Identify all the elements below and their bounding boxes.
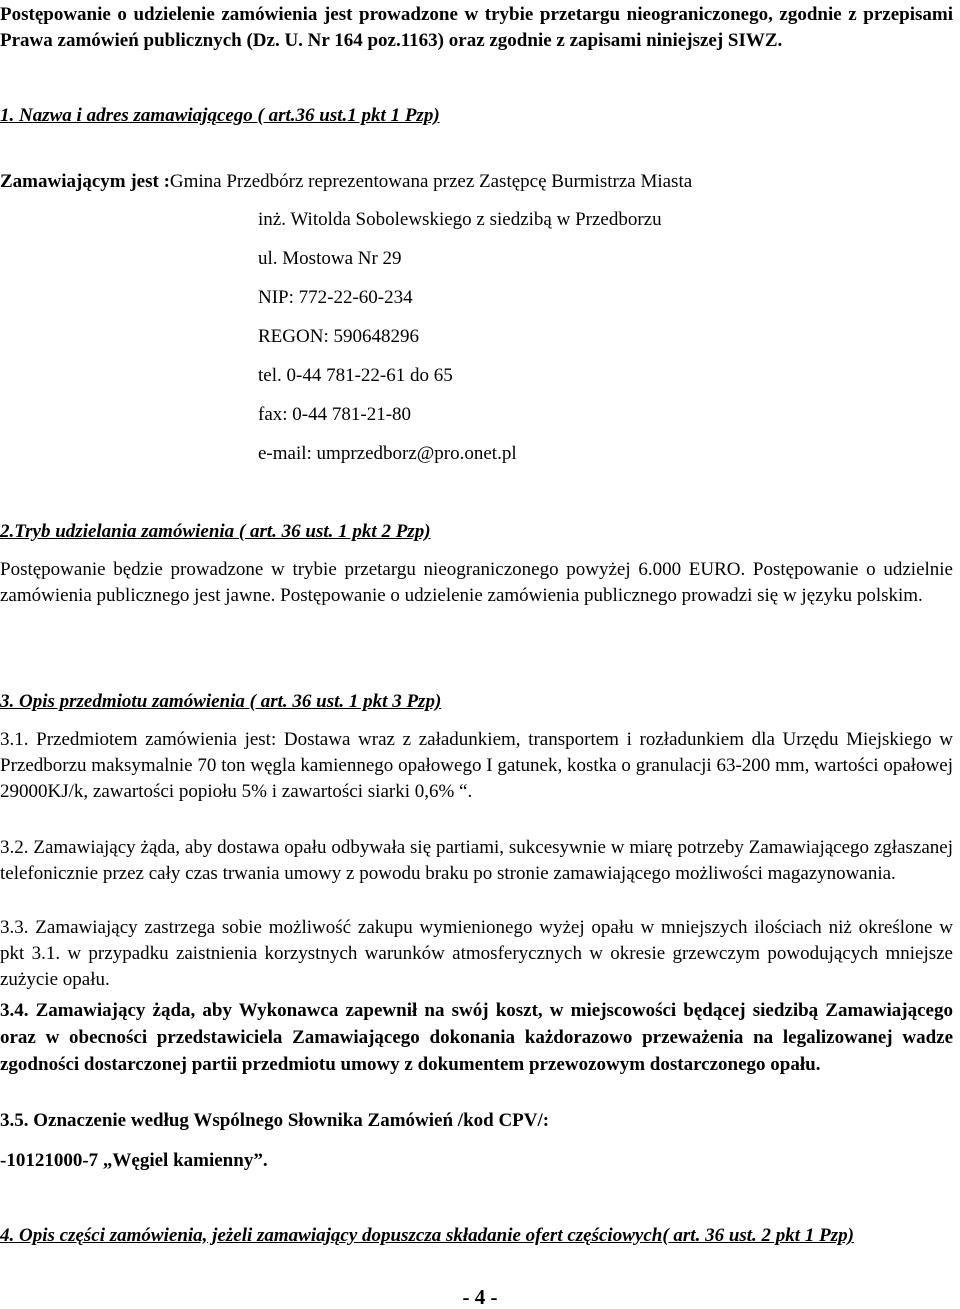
- section-3-5-paragraph: 3.5. Oznaczenie według Wspólnego Słownika Zamówień /kod CPV/:: [0, 1110, 550, 1131]
- address-line-fax: fax: 0-44 781-21-80: [258, 404, 412, 425]
- section-3-1-paragraph: 3.1. Przedmiotem zamówienia jest: Dostawa wraz z załadunkiem, transportem i rozładunkiem dla Urzędu Miejskiego w Przedborzu maksymalnie 70 ton węgla kamiennego opałowego I gatunek, kostka o granulacji 63-200 mm, wartości opałowej 29000KJ/k, zawartości popiołu 5% i zawartości siarki 0,6% “.: [0, 729, 953, 802]
- page-number: - 4 -: [462, 1285, 498, 1309]
- contracting-authority-line: [0, 169, 692, 195]
- address-line-nip: NIP: 772-22-60-234: [258, 287, 413, 308]
- section-3-heading: 3. Opis przedmiotu zamówienia ( art. 36 ust. 1 pkt 3 Pzp): [0, 691, 442, 712]
- cpv-code: -10121000-7 „Węgiel kamienny”.: [0, 1150, 268, 1171]
- section-2-paragraph: Postępowanie będzie prowadzone w trybie przetargu nieograniczonego powyżej 6.000 EURO. Postępowanie o udzielnie zamówienia publicznego jest jawne. Postępowanie o udzielenie zamówienia publicznego prowadzi się w języku polskim.: [0, 559, 953, 606]
- section-3-4-paragraph: 3.4. Zamawiający żąda, aby Wykonawca zapewnił na swój koszt, w miejscowości będącej siedzibą Zamawiającego oraz w obecności przedstawiciela Zamawiającego dokonania każdorazowo przeważenia na legalizowanej wadze zgodności dostarczonej partii przedmiotu umowy z dokumentem przewozowym dostarczonego opału.: [0, 1000, 953, 1075]
- address-line-street: ul. Mostowa Nr 29: [258, 248, 402, 269]
- address-line-representative: inż. Witolda Sobolewskiego z siedzibą w Przedborzu: [258, 209, 662, 230]
- contracting-authority-label: Zamawiającym jest :: [0, 171, 170, 192]
- contracting-authority-name: Gmina Przedbórz reprezentowana przez Zastępcę Burmistrza Miasta: [169, 171, 693, 192]
- intro-paragraph: Postępowanie o udzielenie zamówienia jest prowadzone w trybie przetargu nieograniczonego, zgodnie z przepisami Prawa zamówień publicznych (Dz. U. Nr 164 poz.1163) oraz zgodnie z zapisami niniejszej SIWZ.: [0, 4, 953, 51]
- section-1-heading: 1. Nazwa i adres zamawiającego ( art.36 ust.1 pkt 1 Pzp): [0, 105, 440, 126]
- section-4-heading: 4. Opis części zamówienia, jeżeli zamawiający dopuszcza składanie ofert częściowych( art. 36 ust. 2 pkt 1 Pzp): [0, 1225, 854, 1246]
- section-2-heading: 2.Tryb udzielania zamówienia ( art. 36 ust. 1 pkt 2 Pzp): [0, 521, 431, 542]
- section-3-2-paragraph: 3.2. Zamawiający żąda, aby dostawa opału odbywała się partiami, sukcesywnie w miarę potrzeby Zamawiającego zgłaszanej telefonicznie przez cały czas trwania umowy z powodu braku po stronie zamawiającego możliwości magazynowania.: [0, 837, 953, 884]
- address-line-email: e-mail: umprzedborz@pro.onet.pl: [258, 443, 517, 464]
- address-line-regon: REGON: 590648296: [258, 326, 419, 347]
- address-line-phone: tel. 0-44 781-22-61 do 65: [258, 365, 453, 386]
- section-3-3-paragraph: 3.3. Zamawiający zastrzega sobie możliwość zakupu wymienionego wyżej opału w mniejszych ilościach niż określone w pkt 3.1. w przypadku zaistnienia korzystnych warunków atmosferycznych w okresie grzewczym powodujących mniejsze zużycie opału.: [0, 917, 953, 990]
